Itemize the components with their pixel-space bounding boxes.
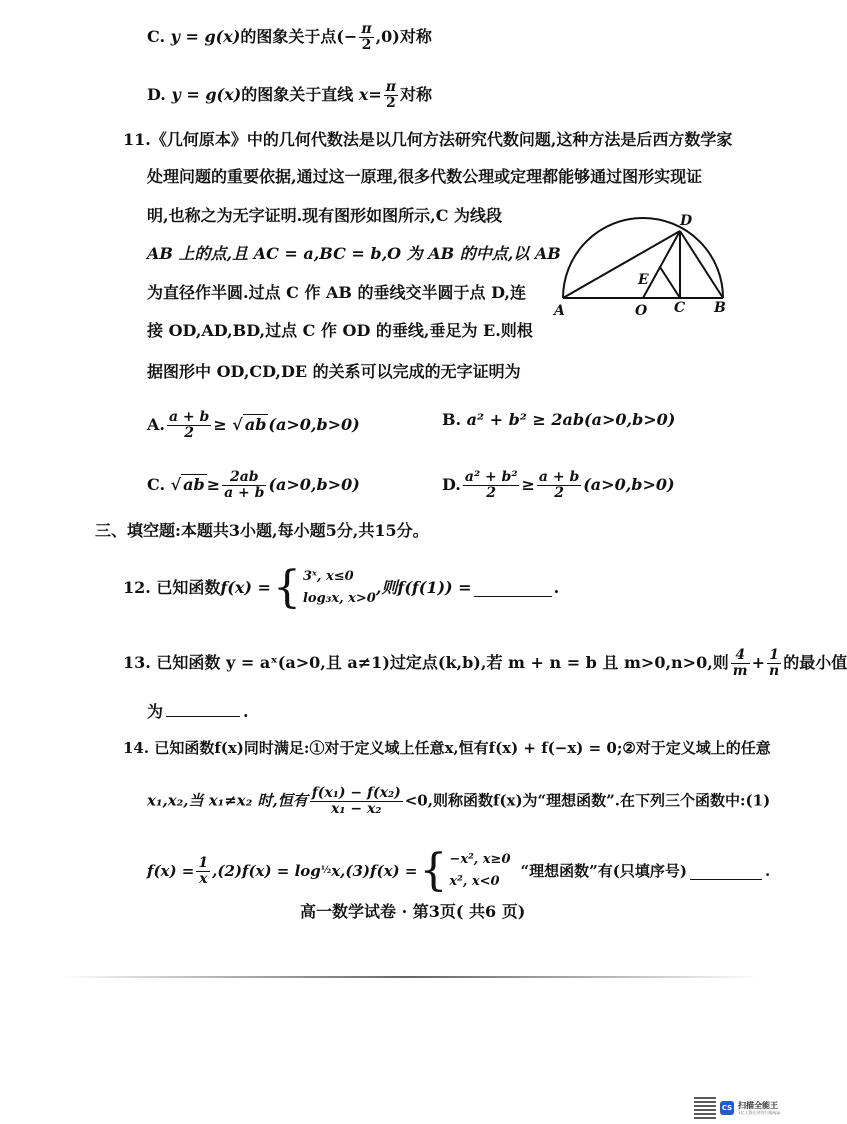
answer-blank[interactable] [474, 580, 552, 597]
option-text: ,0)对称 [375, 27, 432, 46]
condition: (a>0,b>0) [268, 415, 360, 434]
log-base: ½ [320, 865, 332, 876]
scanner-watermark [694, 1096, 784, 1120]
frac-num: f(x₁) − f(x₂) [311, 785, 401, 801]
answer-blank[interactable] [690, 863, 762, 880]
q11-option-d [442, 470, 675, 501]
option-label: C. [147, 27, 166, 46]
frac-num: 1 [767, 648, 781, 664]
math-op: − [343, 27, 358, 46]
answer-blank[interactable] [166, 700, 240, 717]
punct: . [243, 702, 249, 721]
question-text: 为 [147, 702, 164, 721]
case-1: 3ˣ, x≤0 [302, 569, 354, 584]
radicand: ab [244, 415, 267, 434]
fraction [463, 470, 520, 501]
option-label: B. [442, 410, 462, 429]
qr-code-icon [694, 1097, 716, 1119]
q11-option-a: A. $\frac{a + b}{2}$ ≥ √ ab (a>0,b>0) [147, 409, 360, 441]
math-op: + [751, 653, 766, 672]
question-text: <0,则称函数f(x)为“理想函数”.在下列三个函数中:(1) [404, 791, 771, 810]
math-op: = [185, 27, 199, 46]
math-op: = [186, 85, 200, 104]
q11-line-4: AB 上的点,且 AC = a,BC = b,O 为 AB 的中点,以 AB [147, 244, 561, 263]
fraction [537, 470, 581, 501]
case-2: log₃x, x>0 [302, 591, 376, 606]
question-text: x₁,x₂,当 x₁≠x₂ 时,恒有 [147, 791, 308, 810]
left-brace: { [272, 562, 301, 613]
frac-den: a + b [224, 485, 265, 501]
fraction [767, 648, 781, 679]
frac-den: x [199, 870, 208, 887]
math-var: y [171, 85, 181, 104]
option-label: D. [442, 475, 461, 494]
q11-option-c: C. √ ab ≥ $\frac{2ab}{a + b}$ (a>0,b>0) [147, 469, 360, 501]
q10-option-d [147, 80, 432, 111]
math-op: ≥ [213, 415, 227, 434]
case-2: x², x<0 [449, 874, 500, 889]
section-3-heading: 三、填空题:本题共3小题,每小题5分,共15分。 [95, 521, 429, 540]
label-c: C [674, 300, 686, 316]
frac-den: 2 [486, 485, 497, 501]
q11-option-b [442, 410, 675, 430]
math-op: ≥ [206, 475, 221, 494]
option-text: 的图象关于点( [240, 27, 344, 46]
q13-line-2 [147, 700, 249, 722]
q13-line-1 [123, 648, 847, 679]
frac-den: m [732, 663, 748, 679]
question-text: 12. 已知函数 [123, 578, 221, 597]
question-text: x,(3)f(x) = [331, 862, 418, 880]
option-text: a² + b² ≥ 2ab(a>0,b>0) [466, 410, 676, 429]
frac-num: 1 [198, 854, 209, 871]
fraction [167, 410, 211, 441]
math-op: = [368, 85, 382, 104]
frac-den: 2 [361, 37, 372, 53]
page-footer: 高一数学试卷 · 第3页( 共6 页) [300, 902, 526, 921]
q11-line-6: 接 OD,AD,BD,过点 C 作 OD 的垂线,垂足为 E.则根 [147, 321, 533, 340]
question-text: ,(2)f(x) = log [212, 862, 321, 880]
camscanner-name: 扫描全能王 [738, 1101, 778, 1110]
q11-line-2: 处理问题的重要依据,通过这一原理,很多代数公理或定理都能够通过图形实现证 [147, 167, 703, 186]
q11-line-5: 为直径作半圆.过点 C 作 AB 的垂线交半圆于点 D,连 [147, 283, 526, 302]
fraction [384, 80, 398, 111]
frac-num: π [361, 21, 372, 37]
condition: (a>0,b>0) [583, 475, 675, 494]
math-func: g(x) [204, 27, 241, 46]
footer-divider [60, 976, 760, 978]
q12 [123, 560, 559, 616]
frac-den: 2 [385, 95, 396, 111]
frac-num: π [385, 79, 396, 95]
q10-option-c [147, 22, 432, 53]
question-text: “理想函数”有(只填序号) [520, 862, 687, 880]
left-brace: { [419, 845, 448, 896]
label-b: B [714, 300, 726, 316]
frac-num: a² + b² [464, 469, 518, 485]
camscanner-slogan: 3亿人都在用的扫描App [738, 1110, 781, 1115]
label-d: D [680, 213, 693, 229]
segment-ce [660, 267, 680, 298]
frac-den: 2 [184, 425, 195, 441]
q11-line-3: 明,也称之为无字证明.现有图形如图所示,C 为线段 [147, 206, 503, 225]
condition: (a>0,b>0) [268, 475, 360, 494]
question-text: 的最小值 [783, 653, 847, 672]
radicand: ab [183, 475, 205, 494]
option-label: A. [147, 415, 165, 434]
option-label: D. [147, 85, 166, 104]
math-var: x [358, 85, 369, 104]
frac-num: 4 [731, 648, 750, 664]
punct: . [764, 862, 771, 880]
frac-num: a + b [538, 469, 580, 485]
piecewise-cases [303, 566, 376, 610]
punct: . [553, 578, 560, 597]
piecewise-cases [449, 849, 510, 893]
fraction [310, 786, 403, 817]
q14-line-2 [147, 786, 770, 817]
case-1: −x², x≥0 [449, 852, 511, 867]
fraction [731, 648, 750, 679]
frac-den: x₁ − x₂ [331, 801, 382, 817]
label-e: E [638, 272, 649, 288]
q11-line-1: 11.《几何原本》中的几何代数法是以几何方法研究代数问题,这种方法是后西方数学家 [123, 130, 733, 149]
math-func: g(x) [205, 85, 242, 104]
option-label: C. [147, 475, 166, 494]
question-text: 13. 已知函数 y = aˣ(a>0,且 a≠1)过定点(k,b),若 m + n = b 且 m>0,n>0,则 [123, 653, 729, 672]
fraction [222, 470, 266, 501]
q11-semicircle-figure [550, 205, 740, 320]
q14-line-3 [147, 843, 770, 899]
label-a: A [554, 303, 565, 319]
option-text: 的图象关于直线 [241, 85, 354, 104]
math-op: ≥ [521, 475, 535, 494]
math-var: y [170, 27, 180, 46]
fraction [196, 856, 210, 887]
camscanner-logo: CS [720, 1101, 734, 1115]
q11-line-7: 据图形中 OD,CD,DE 的关系可以完成的无字证明为 [147, 362, 521, 381]
math-func: f(x) = [147, 862, 195, 880]
frac-num: a + b [168, 409, 210, 425]
frac-den: 2 [554, 485, 564, 501]
frac-den: n [769, 663, 780, 679]
label-o: O [635, 303, 648, 319]
math-func: f(x) = [220, 578, 271, 597]
frac-num: 2ab [222, 470, 266, 486]
fraction [359, 22, 373, 53]
option-text: 对称 [399, 85, 432, 104]
question-text: ,则f(f(1)) = [375, 578, 472, 597]
q14-line-1: 14. 已知函数f(x)同时满足:①对于定义域上任意x,恒有f(x) + f(−x) = 0;②对于定义域上的任意 [123, 739, 771, 757]
